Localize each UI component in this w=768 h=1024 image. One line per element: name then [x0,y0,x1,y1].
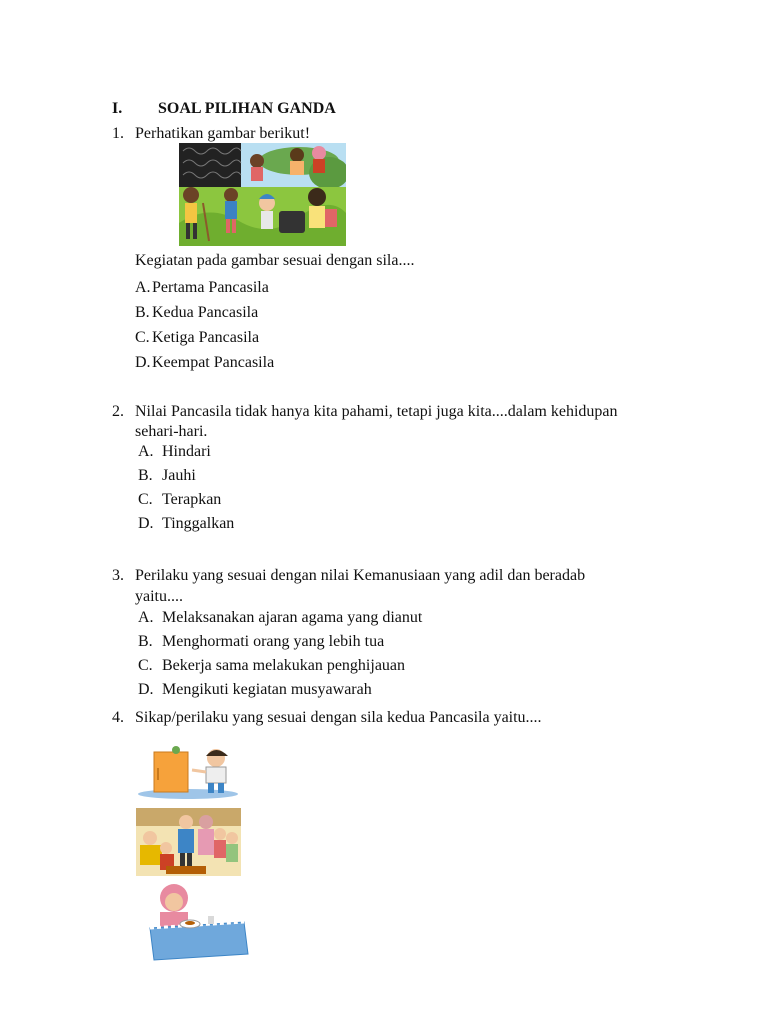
q3-option-d-letter: D. [138,681,154,698]
q3-option-a-letter: A. [138,609,154,626]
q1-option-b-text: Kedua Pancasila [152,304,259,321]
q1-option-b-letter: B. [135,304,150,321]
q1-number: 1. [112,125,124,142]
q3-number: 3. [112,567,124,584]
q2-number: 2. [112,403,124,420]
q1-option-a-letter: A. [135,279,151,296]
q1-illustration-children-cleaning [179,143,346,246]
q2-option-a-letter: A. [138,443,154,460]
q2-option-b-letter: B. [138,467,153,484]
q2-option-b-text: Jauhi [162,467,196,484]
q1-option-c-text: Ketiga Pancasila [152,329,260,346]
q4-text: Sikap/perilaku yang sesuai dengan sila kedua Pancasila yaitu.... [135,709,542,726]
q3-option-b-text: Menghormati orang yang lebih tua [162,633,385,650]
q2-text-line1: Nilai Pancasila tidak hanya kita pahami, tetapi juga kita....dalam kehidupan [135,403,618,420]
q2-option-a-text: Hindari [162,443,211,460]
q4-illustration-child-at-fridge [136,746,240,800]
q3-text-line1: Perilaku yang sesuai dengan nilai Kemanusiaan yang adil dan beradab [135,567,586,584]
q3-option-a-text: Melaksanakan ajaran agama yang dianut [162,609,423,626]
q2-option-c-letter: C. [138,491,153,508]
q1-option-a-text: Pertama Pancasila [152,279,269,296]
section-number: I. [112,100,123,117]
q2-option-c-text: Terapkan [162,491,222,508]
q3-text-line2: yaitu.... [135,588,183,605]
q3-option-b-letter: B. [138,633,153,650]
section-title: SOAL PILIHAN GANDA [158,100,336,117]
q3-option-c-text: Bekerja sama melakukan penghijauan [162,657,406,674]
q1-text: Perhatikan gambar berikut! [135,125,311,142]
q1-prompt: Kegiatan pada gambar sesuai dengan sila.... [135,252,415,269]
q4-number: 4. [112,709,124,726]
q3-option-c-letter: C. [138,657,153,674]
q2-option-d-text: Tinggalkan [162,515,235,532]
q1-option-d-letter: D. [135,354,151,371]
q4-illustration-girl-eating-at-table [136,880,253,962]
q1-option-c-letter: C. [135,329,150,346]
q2-text-line2: sehari-hari. [135,423,208,440]
q3-option-d-text: Mengikuti kegiatan musyawarah [162,681,372,698]
q4-illustration-family-gathering [136,808,241,876]
q2-option-d-letter: D. [138,515,154,532]
q1-option-d-text: Keempat Pancasila [152,354,275,371]
